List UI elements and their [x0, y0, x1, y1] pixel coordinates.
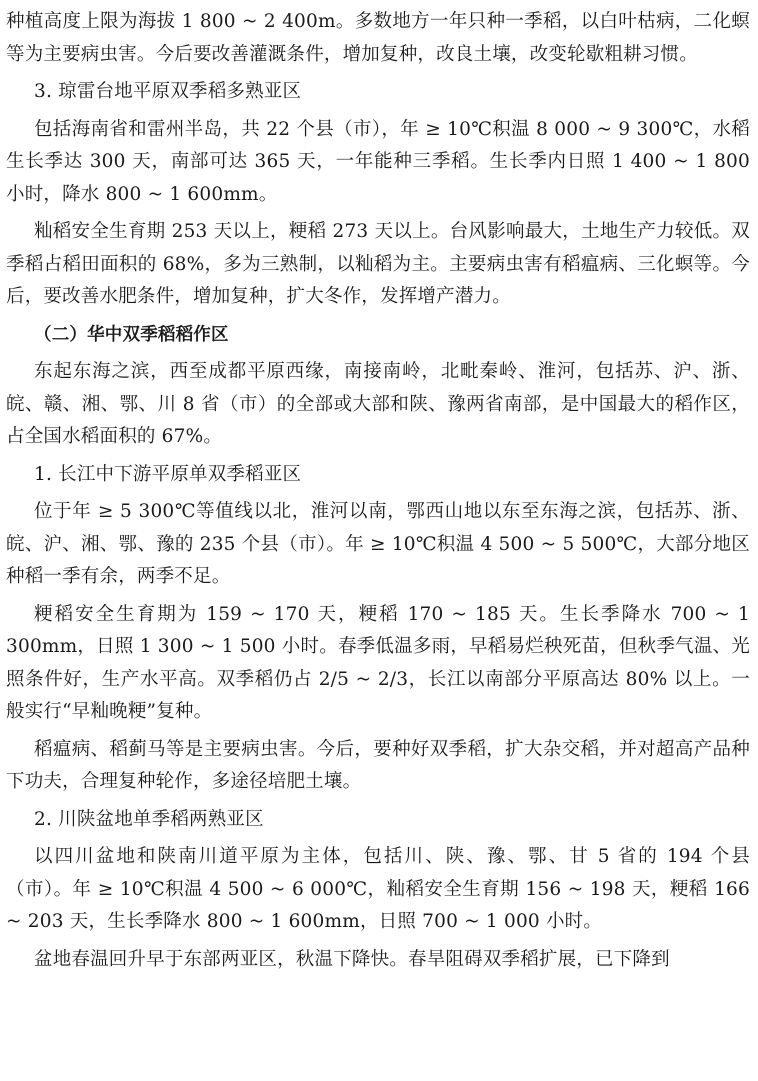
- paragraph-central-china-extent: 东起东海之滨，西至成都平原西缘，南接南岭，北毗秦岭、淮河，包括苏、沪、浙、皖、赣、湘、鄂、川 8 省（市）的全部或大部和陕、豫两省南部，是中国最大的稻作区，占全国水稻面积的 67%。: [6, 361, 750, 447]
- paragraph-sichuan-basin: 以四川盆地和陕南川道平原为主体，包括川、陕、豫、鄂、甘 5 省的 194 个县（市）。年 ≥ 10℃积温 4 500 ~ 6 000℃，籼稻安全生育期 156 ~ 198 天，粳稻 166 ~ 203 天，生长季降水 800 ~ 1 600mm，日照 700 ~ 1 000 小时。: [6, 846, 750, 932]
- subsection-heading-1: 1. 长江中下游平原单双季稻亚区: [34, 463, 302, 485]
- paragraph-intro: 种植高度上限为海拔 1 800 ~ 2 400m。多数地方一年只种一季稻，以白叶枯病，二化螟等为主要病虫害。今后要改善灌溉条件，增加复种，改良土壤，改变轮歇粗耕习惯。: [6, 11, 750, 65]
- paragraph-qionglei-varieties: 籼稻安全生育期 253 天以上，粳稻 273 天以上。台风影响最大，土地生产力较低。双季稻占稻田面积的 68%，多为三熟制，以籼稻为主。主要病虫害有稻瘟病、三化螟等。今后，要改善水肥条件，增加复种，扩大冬作，发挥增产潜力。: [6, 221, 750, 307]
- paragraph-qionglei-climate: 包括海南省和雷州半岛，共 22 个县（市），年 ≥ 10℃积温 8 000 ~ 9 300℃，水稻生长季达 300 天，南部可达 365 天，一年能种三季稻。生长季内日照 1 400 ~ 1 800 小时，降水 800 ~ 1 600mm。: [6, 118, 750, 205]
- paragraph-yangtze-pests: 稻瘟病、稻蓟马等是主要病虫害。今后，要种好双季稻，扩大杂交稻，并对超高产品种下功夫，合理复种轮作，多途径培肥土壤。: [6, 738, 750, 792]
- paragraph-yangtze-season: 粳稻安全生育期为 159 ~ 170 天，粳稻 170 ~ 185 天。生长季降水 700 ~ 1 300mm，日照 1 300 ~ 1 500 小时。春季低温多雨，早稻易烂秧死苗，但秋季气温、光照条件好，生产水平高。双季稻仍占 2/5 ~ 2/3，长江以南部分平原高达 80% 以上。一般实行“早籼晚粳”复种。: [6, 603, 750, 722]
- subsection-heading-3: 3. 琼雷台地平原双季稻多熟亚区: [34, 81, 302, 102]
- paragraph-yangtze-location: 位于年 ≥ 5 300℃等值线以北，淮河以南，鄂西山地以东至东海之滨，包括苏、浙、皖、沪、湘、鄂、豫的 235 个县（市）。年 ≥ 10℃积温 4 500 ~ 5 500℃，大部分地区种稻一季有余，两季不足。: [6, 501, 750, 587]
- subsection-heading-2: 2. 川陕盆地单季稻两熟亚区: [34, 808, 264, 830]
- section-heading-central-china: （二）华中双季稻稻作区: [34, 324, 229, 345]
- paragraph-basin-temperature: 盆地春温回升早于东部两亚区，秋温下降快。春旱阻碍双季稻扩展，已下降到: [34, 948, 670, 970]
